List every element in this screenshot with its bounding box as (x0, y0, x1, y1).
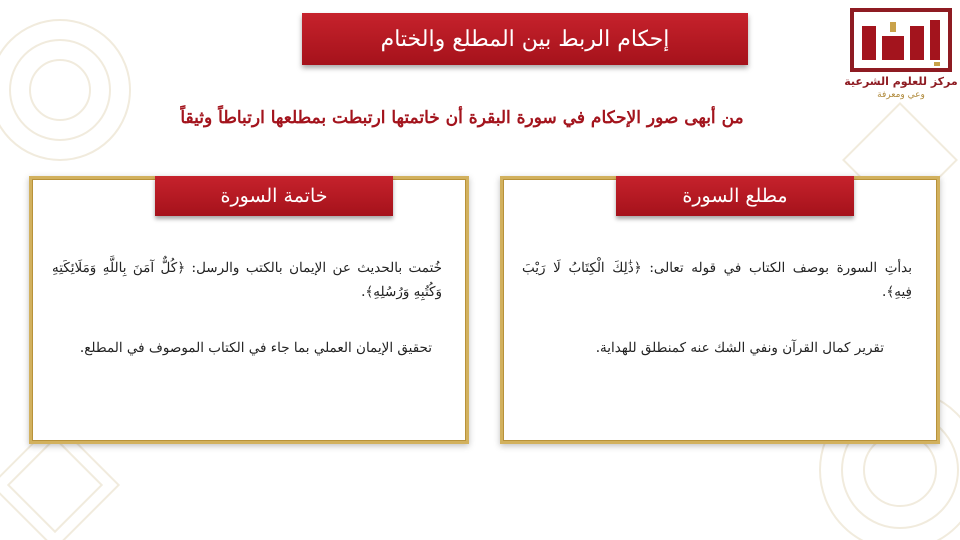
closing-card (29, 176, 469, 444)
slide-headline: من أبهى صور الإحكام في سورة البقرة أن خاتمتها ارتبطت بمطلعها ارتباطاً وثيقاً (180, 108, 744, 128)
opening-card-note: تقرير كمال القرآن ونفي الشك عنه كمنطلق للهداية. (595, 340, 884, 356)
closing-card-note: تحقيق الإيمان العملي بما جاء في الكتاب الموصوف في المطلع. (79, 340, 432, 356)
opening-card (500, 176, 940, 444)
closing-card-text: خُتمت بالحديث عن الإيمان بالكتب والرسل: ﴿كُلٌّ آمَنَ بِاللَّهِ وَمَلَائِكَتِهِ وَكُتُبِهِ وَرُسُلِهِ﴾. (52, 260, 442, 300)
opening-card-heading: مطلع السورة (616, 176, 854, 216)
logo-subtitle: مركز للعلوم الشرعية (844, 75, 958, 88)
opening-card-text: بدأتِ السورة بوصف الكتاب في قوله تعالى: ﴿ذَٰلِكَ الْكِتَابُ لَا رَيْبَ فِيهِ﴾. (522, 260, 912, 300)
slide-title: إحكام الربط بين المطلع والختام (302, 13, 748, 65)
closing-card-heading: خاتمة السورة (155, 176, 393, 216)
logo-tagline: وعي ومعرفة (877, 90, 925, 100)
ihkam-logo-mark (842, 6, 960, 76)
